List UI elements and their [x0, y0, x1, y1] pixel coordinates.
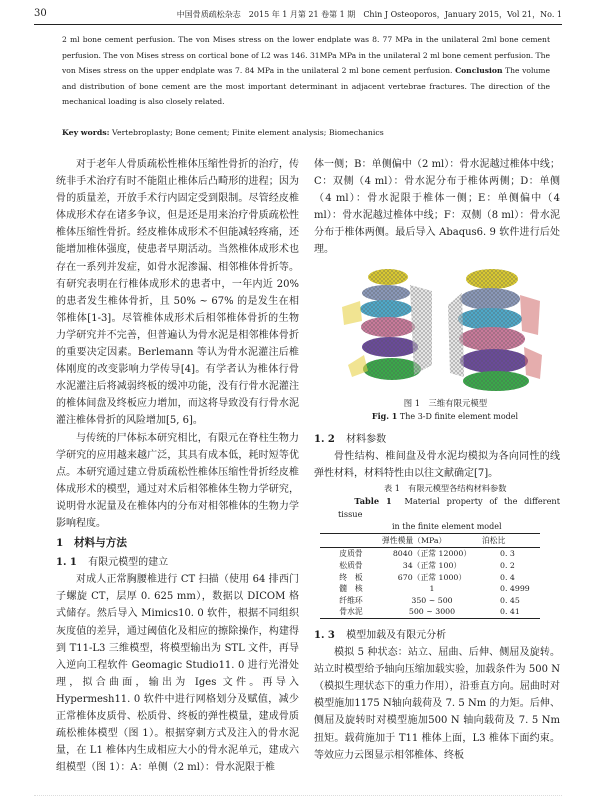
figure-caption-cn: 图 1 三维有限元模型 — [403, 397, 488, 408]
page-number: 30 — [34, 8, 47, 19]
page-header — [34, 8, 562, 24]
table-row — [320, 560, 540, 572]
table-cell: 0. 3 — [500, 549, 515, 559]
table-cell: 0. 45 — [500, 595, 520, 605]
figure-title-en: The 3-D finite element model — [399, 411, 519, 421]
table-title-en-line2: in the finite element model — [392, 521, 502, 531]
model-groups-paragraph: 体一侧；B：单侧偏中（2 ml）：骨水泥越过椎体中线；C：双侧（4 ml）：骨水泥分布于椎体两侧；D：单侧（4 ml）：骨水泥限于椎体一侧；E：单侧偏中（4 ml）：骨水泥越过椎体中线；F：双侧（8 ml）：骨水泥分布于椎体两侧。最后导入 Abaqus6. 9 软件进行后处理。 — [314, 159, 560, 256]
subsection-number: 1. 2 — [314, 433, 335, 445]
loading-paragraph: 模拟 5 种状态：站立、屈曲、后伸、侧屈及旋转。站立时模型给予轴向压缩加载实验，加载条件为 500 N（模拟生理状态下的重力作用），沿垂直方向。屈曲时对模型施加1175 N轴向载荷及 7. 5 Nm 的力矩。后伸、侧屈及旋转时对模型施加500 N 轴向载荷及 7. 5 Nm 扭矩。载荷施加于 T11 椎体上面，L3 椎体下面约束。等效应力云图显示相邻椎体、终板 — [314, 647, 560, 761]
subsection-heading-1-3 — [314, 627, 560, 644]
subsection-heading-1-2 — [314, 431, 560, 448]
table-cell: 松质骨 — [339, 561, 363, 571]
table-cell: 350 ~ 500 — [411, 595, 453, 605]
table-cell: 纤维环 — [339, 595, 363, 605]
header-rule — [34, 24, 562, 25]
subsection-title: 材料参数 — [346, 433, 387, 445]
conclusion-label: Conclusion — [455, 66, 503, 76]
abstract-text-1: 2 ml bone cement perfusion. The von Mises stress on the lower endplate was 8. 77 MPa in the unilateral 2ml bone cement perfusion. The von Mises stress on cortical bone of L2 was 146. 31MPa MPa in the unilateral 2 ml bone cement perfusion. The von Mises stress on the upper endplate was 7. 84 MPa in the unilateral 2 ml bone cement perfusion. — [62, 35, 550, 76]
intro-paragraph-2: 与传统的尸体标本研究相比，有限元在脊柱生物力学研究的应用越来越广泛，其具有成本低，耗时短等优点。本研究通过建立骨质疏松性椎体压缩性骨折经皮椎体成形术的模型，通过对术后相邻椎体生物力学研究，说明骨水泥量及在椎体内的分布对相邻椎体的生物力学影响程度。 — [56, 432, 299, 529]
subsection-number: 1. 1 — [56, 557, 77, 569]
subsection-title: 有限元模型的建立 — [88, 557, 169, 569]
material-paragraph: 骨性结构、椎间盘及骨水泥均模拟为各向同性的线弹性材料，材料特性由以往文献确定[7]。 — [314, 450, 560, 479]
keywords — [62, 128, 550, 137]
table-cell: 8040（正常 12000） — [392, 549, 472, 559]
table-header-cell: 泊松比 — [482, 533, 540, 548]
spine-model-figure — [314, 265, 560, 395]
table-cell: 终 板 — [339, 572, 363, 582]
table-cell: 髓 核 — [339, 584, 363, 594]
methods-paragraph: 对成人正常胸腰椎进行 CT 扫描（使用 64 排西门子螺旋 CT，层厚 0. 625 mm），数据以 DICOM 格式储存。然后导入 Mimics10. 0 软件，根据不同组织灰度值的差异，通过阈值化及相应的擦除操作，构建得到 T11-L3 三维模型，将模型输出为 STL 文件，再导入逆向工程软件 Geomagic Studio11. 0 进行光滑处理，拟合曲面，输出为 Iges 文件。再导入 Hypermesh11. 0 软件中进行网格划分及赋值，减少正常椎体皮质骨、松质骨、终板的弹性模量，建成骨质疏松椎体模型（图 1）。根据穿刺方式及注入的骨水泥量，在 L1 椎体内生成相应大小的骨水泥单元，建成六组模型（图 1）：A：单侧（2 ml）：骨水泥限于椎 — [56, 574, 299, 774]
spine-model-right — [448, 269, 542, 391]
table-title-en-text: Material property of the different tissue — [338, 495, 560, 519]
keywords-text: Vertebroplasty; Bone cement; Finite element analysis; Biomechanics — [112, 128, 384, 137]
spine-model-left — [342, 269, 432, 380]
page-footer-rule — [34, 795, 562, 801]
finite-element-spine-model-icon — [314, 265, 560, 395]
table-row — [320, 548, 540, 560]
abstract-text-2: The volume and distribution of bone cement are the most important determinant in adjacent vertebrae fractures. The direction of the mechanical loading is also closely related. — [62, 66, 550, 107]
table-header-cell: 弹性模量（MPa） — [382, 533, 482, 548]
table-row — [320, 583, 540, 595]
subsection-number: 1. 3 — [314, 630, 335, 641]
table-row — [320, 572, 540, 584]
subsection-title: 模型加载及有限元分析 — [346, 630, 447, 641]
table-header-row — [320, 533, 540, 548]
table-cell: 670（正常 1000） — [397, 572, 467, 582]
table-label-en: Table 1 — [354, 495, 392, 506]
subsection-heading-1-1 — [56, 554, 299, 571]
table-cell: 骨水泥 — [320, 606, 382, 618]
journal-info: 中国骨质疏松杂志 2015 年 1 月第 21 卷第 1 期 Chin J Osteoporos，January 2015，Vol 21，No. 1 — [176, 10, 562, 19]
table-title-cn: 表 1 有限元模型各结构材料参数 — [383, 482, 507, 493]
table-cell: 皮质骨 — [339, 549, 363, 559]
table-cell: 0. 4999 — [500, 584, 530, 594]
abstract — [62, 32, 550, 110]
figure-label-en: Fig. 1 — [371, 410, 398, 421]
table-cell: 1 — [429, 584, 435, 594]
table-row — [320, 606, 540, 618]
table-cell: 34（正常 100） — [402, 561, 462, 571]
keywords-label: Key words: — [62, 128, 110, 137]
section-heading-methods: 1 材料与方法 — [56, 537, 127, 550]
table-row — [320, 595, 540, 607]
table-cell: 0. 2 — [500, 561, 515, 571]
right-column — [314, 156, 560, 764]
left-column — [56, 156, 299, 776]
table-cell: 0. 41 — [482, 606, 540, 618]
intro-paragraph-1: 对于老年人骨质疏松性椎体压缩性骨折的治疗，传统非手术治疗有时不能阻止椎体后凸畸形的进程；因为骨的质量差，开放手术行内固定受到限制。尽管经皮椎体成形术存在诸多争议，但是还是用来治疗骨质疏松性椎体压缩性骨折。经皮椎体成形术不但能减轻疼痛，还能增加椎体强度，使患者早期活动。当然椎体成形术也存在一系列并发症，如骨水泥渗漏、相邻椎体骨折等。有研究表明在行椎体成形术的患者中，一年内近 20% 的患者发生椎体骨折，且 50% ~ 67% 的是发生在相邻椎体[1-3]。尽管椎体成形术后相邻椎体骨折的生物力学研究并不完善，但普遍认为骨水泥是相邻椎体骨折的重要决定因素。Berlemann 等认为骨水泥灌注后椎体刚度的改变影响力学传导[4]。有学者认为椎体行骨水泥灌注后将减弱终板的缓冲功能，没有行骨水泥灌注的椎体间盘及终板应力增加，而这将导致没有行骨水泥灌注椎体骨折的风险增加[5, 6]。 — [56, 159, 299, 427]
table-title-en — [314, 495, 560, 521]
table-cell: 0. 4 — [500, 572, 515, 582]
table-header-cell — [320, 533, 382, 548]
material-property-table — [320, 533, 540, 619]
table-cell: 500 ~ 3000 — [382, 606, 482, 618]
figure-caption-en — [314, 410, 560, 423]
